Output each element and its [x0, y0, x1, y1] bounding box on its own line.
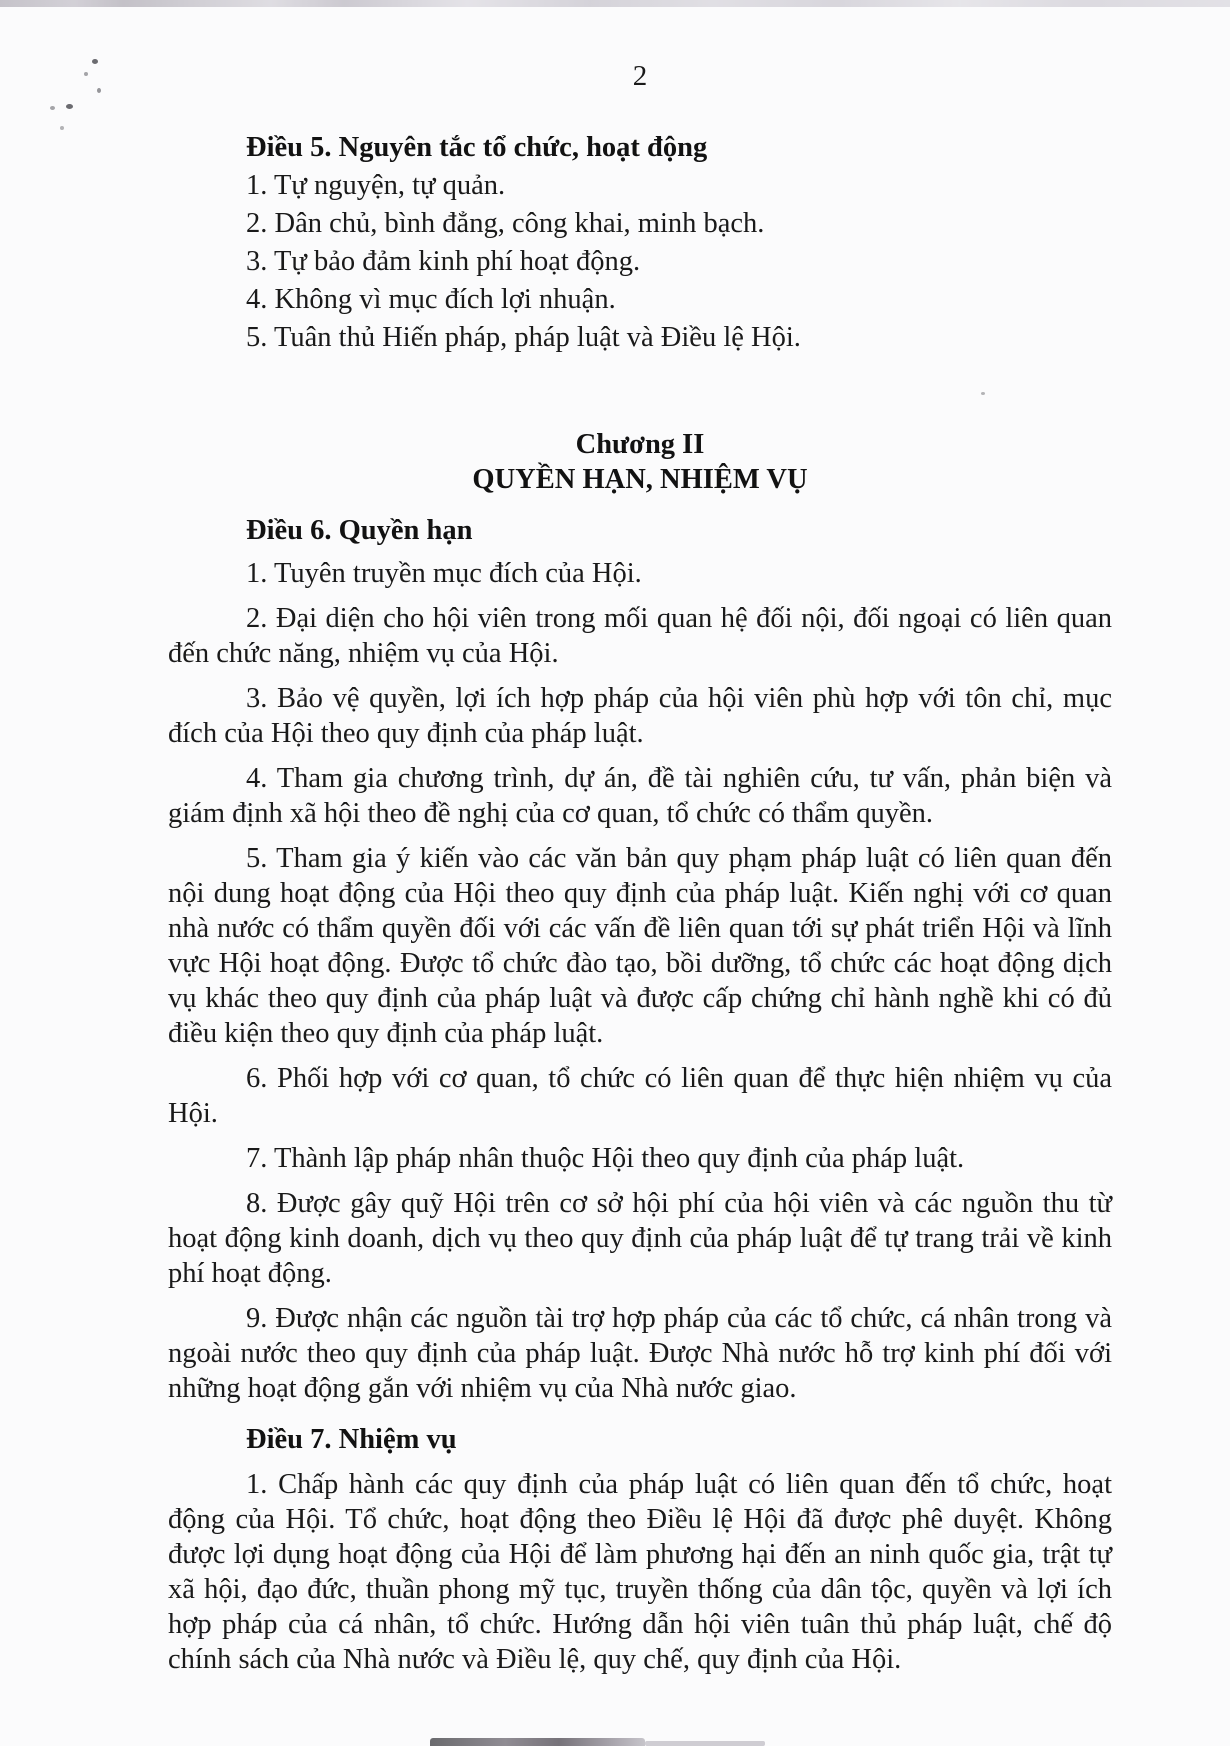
- article-6-item-7: 7. Thành lập pháp nhân thuộc Hội theo quy định của pháp luật.: [246, 1143, 965, 1174]
- article-6-item-4: 4. Tham gia chương trình, dự án, đề tài nghiên cứu, tư vấn, phản biện và giám định xã hội theo đề nghị của cơ quan, tổ chức có thẩm quyền.: [168, 763, 1112, 829]
- chapter-2-title: QUYỀN HẠN, NHIỆM VỤ: [472, 464, 808, 495]
- article-6-item-9: 9. Được nhận các nguồn tài trợ hợp pháp của các tổ chức, cá nhân trong và ngoài nước theo quy định của pháp luật. Được Nhà nước hỗ trợ kinh phí đối với những hoạt động gắn với nhiệm vụ của Nhà nước giao.: [168, 1303, 1112, 1404]
- article-6-heading: Điều 6. Quyền hạn: [246, 515, 473, 546]
- article-6-item-8: 8. Được gây quỹ Hội trên cơ sở hội phí của hội viên và các nguồn thu từ hoạt động kinh doanh, dịch vụ theo quy định của pháp luật để tự trang trải về kinh phí hoạt động.: [168, 1188, 1112, 1289]
- scan-speck: [92, 59, 98, 64]
- scan-speck: [60, 126, 64, 130]
- article-5-item-1: 1. Tự nguyện, tự quản.: [246, 170, 506, 201]
- article-7-heading: Điều 7. Nhiệm vụ: [246, 1424, 457, 1455]
- article-5-item-5: 5. Tuân thủ Hiến pháp, pháp luật và Điều lệ Hội.: [246, 322, 801, 353]
- article-6-item-1: 1. Tuyên truyền mục đích của Hội.: [246, 558, 642, 589]
- scan-speck: [84, 72, 88, 76]
- document-body: [168, 0, 1112, 1677]
- article-5-item-4: 4. Không vì mục đích lợi nhuận.: [246, 284, 616, 315]
- scan-speck: [66, 104, 73, 109]
- page-number: 2: [632, 60, 648, 92]
- chapter-2-label: Chương II: [575, 429, 705, 460]
- article-6-item-5: 5. Tham gia ý kiến vào các văn bản quy phạm pháp luật có liên quan đến nội dung hoạt động của Hội theo quy định của pháp luật. Kiến nghị với cơ quan nhà nước có thẩm quyền đối với các vấn đề liên quan tới sự phát triển Hội và lĩnh vực Hội hoạt động. Được tổ chức đào tạo, bồi dưỡng, tổ chức các hoạt động dịch vụ khác theo quy định của pháp luật và được cấp chứng chỉ hành nghề khi có đủ điều kiện theo quy định của pháp luật.: [168, 843, 1112, 1049]
- article-5-item-3: 3. Tự bảo đảm kinh phí hoạt động.: [246, 246, 641, 277]
- article-5-item-2: 2. Dân chủ, bình đẳng, công khai, minh bạch.: [246, 208, 765, 239]
- scan-speck: [97, 88, 101, 93]
- article-6-item-3: 3. Bảo vệ quyền, lợi ích hợp pháp của hội viên phù hợp với tôn chỉ, mục đích của Hội theo quy định của pháp luật.: [168, 683, 1112, 749]
- article-5-heading: Điều 5. Nguyên tắc tổ chức, hoạt động: [246, 132, 708, 163]
- scan-speck: [50, 106, 55, 110]
- scan-bottom-smudge: [645, 1741, 765, 1746]
- article-7-item-1: 1. Chấp hành các quy định của pháp luật có liên quan đến tổ chức, hoạt động của Hội. Tổ chức, hoạt động theo Điều lệ Hội đã được phê duyệt. Không được lợi dụng hoạt động của Hội để làm phương hại đến an ninh quốc gia, trật tự xã hội, đạo đức, thuần phong mỹ tục, truyền thống của dân tộc, quyền và lợi ích hợp pháp của cá nhân, tổ chức. Hướng dẫn hội viên tuân thủ pháp luật, chế độ chính sách của Nhà nước và Điều lệ, quy chế, quy định của Hội.: [168, 1469, 1112, 1675]
- article-6-item-6: 6. Phối hợp với cơ quan, tổ chức có liên quan để thực hiện nhiệm vụ của Hội.: [168, 1063, 1112, 1129]
- chapter-2-heading: [168, 427, 1112, 497]
- scan-bottom-smudge: [430, 1738, 645, 1746]
- article-6-item-2: 2. Đại diện cho hội viên trong mối quan hệ đối nội, đối ngoại có liên quan đến chức năng, nhiệm vụ của Hội.: [168, 603, 1112, 669]
